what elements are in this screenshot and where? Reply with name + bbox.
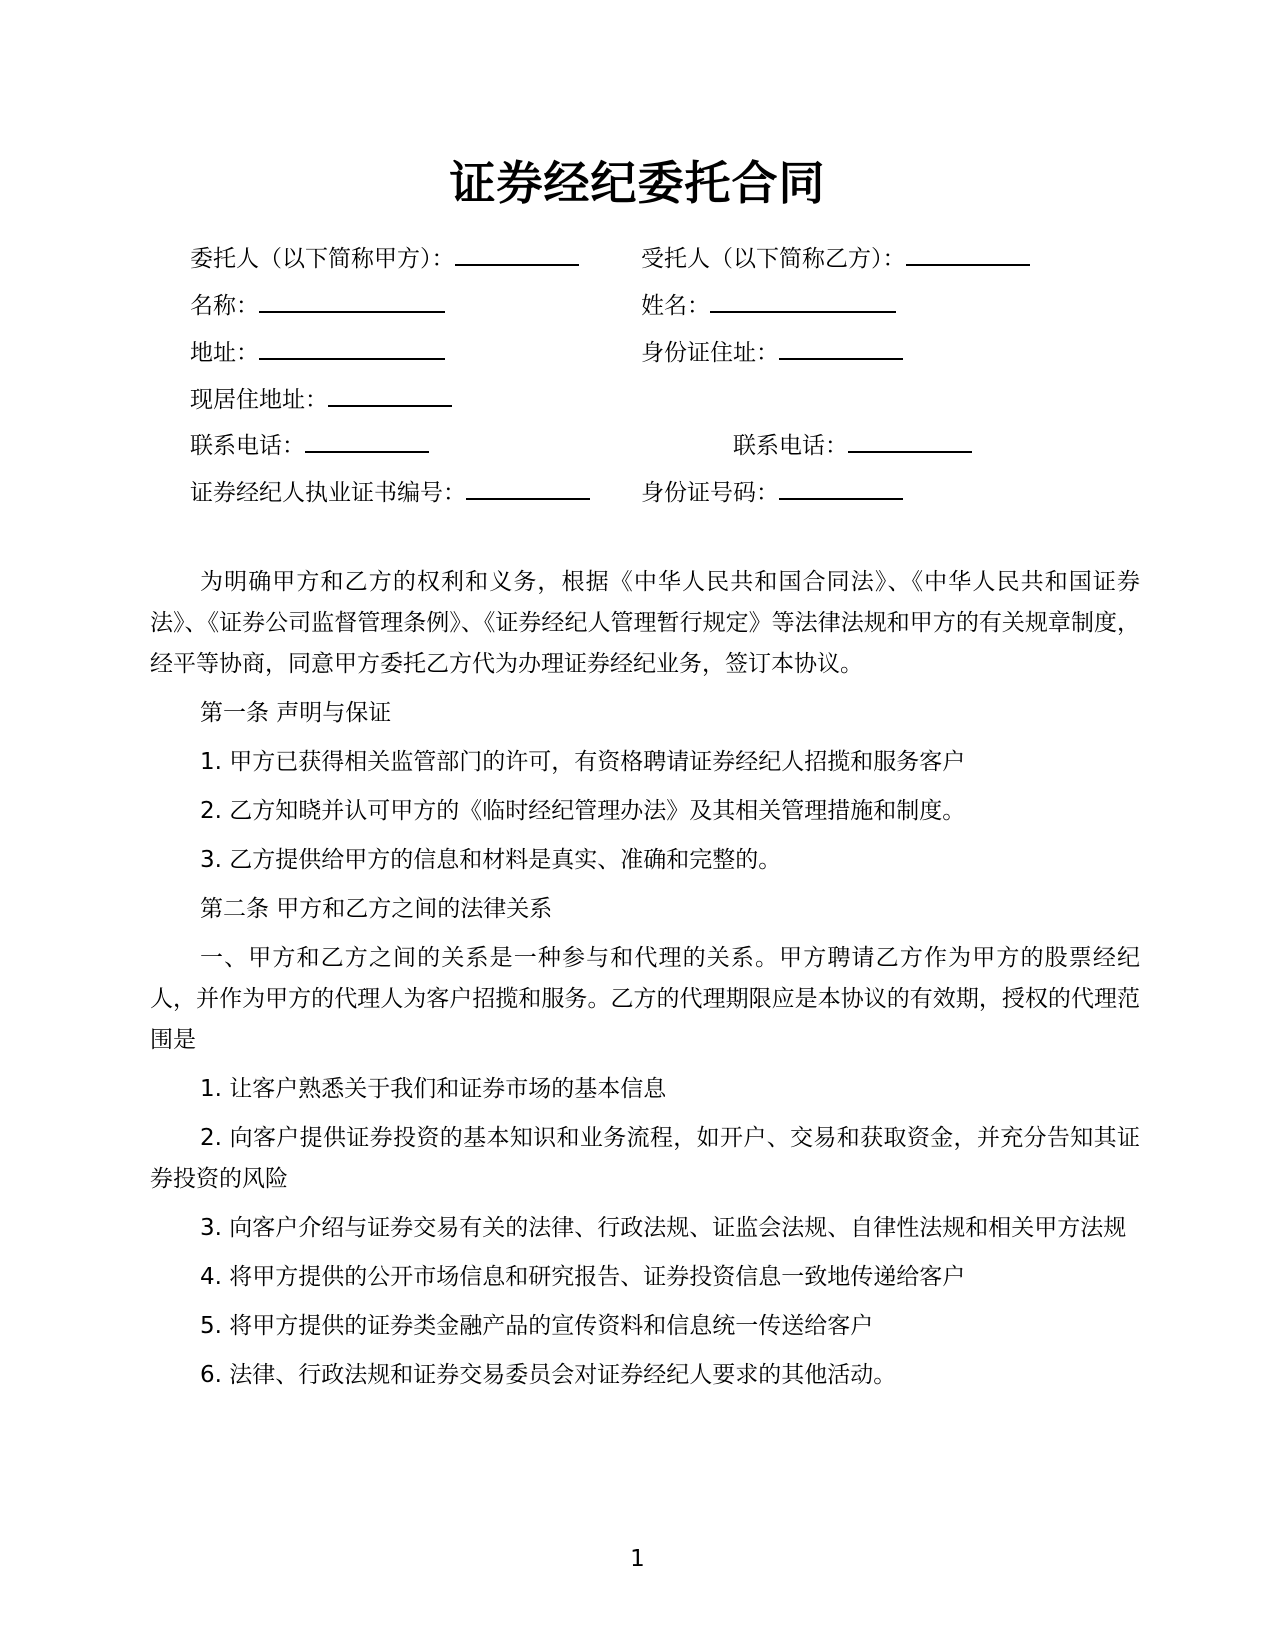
page-number: 1: [630, 1546, 645, 1572]
id-number-label: 身份证号码：: [641, 480, 779, 506]
article2-item-6: 6. 法律、行政法规和证券交易委员会对证券经纪人要求的其他活动。: [200, 1362, 897, 1388]
document-title: 证券经纪委托合同: [449, 156, 826, 210]
license-blank[interactable]: [466, 476, 590, 500]
address-field: [190, 336, 445, 369]
phone-a-blank[interactable]: [305, 429, 429, 453]
phone-a-label: 联系电话：: [190, 433, 305, 459]
current-address-label: 现居住地址：: [190, 387, 328, 413]
article2-item-2: 2. 向客户提供证券投资的基本知识和业务流程，如开户、交易和获取资金，并充分告知其证券投资的风险: [150, 1125, 1140, 1192]
party-a-field: [190, 242, 579, 275]
current-address-field: [190, 383, 452, 416]
party-a-label: 委托人（以下简称甲方）：: [190, 246, 455, 272]
phone-b-blank[interactable]: [848, 429, 972, 453]
current-address-blank[interactable]: [328, 383, 452, 407]
company-name-label: 名称：: [190, 293, 259, 319]
party-b-field: [641, 242, 1030, 275]
id-number-field: [641, 476, 903, 509]
company-name-blank[interactable]: [259, 289, 445, 313]
article2-item-1: 1. 让客户熟悉关于我们和证券市场的基本信息: [200, 1076, 667, 1102]
address-blank[interactable]: [259, 336, 445, 360]
article1-item-3: 3. 乙方提供给甲方的信息和材料是真实、准确和完整的。: [200, 847, 782, 873]
address-label: 地址：: [190, 340, 259, 366]
article2-heading: 第二条 甲方和乙方之间的法律关系: [200, 896, 553, 922]
id-address-label: 身份证住址：: [641, 340, 779, 366]
article1-item-1: 1. 甲方已获得相关监管部门的许可，有资格聘请证券经纪人招揽和服务客户: [200, 749, 966, 775]
article2-item-3: 3. 向客户介绍与证券交易有关的法律、行政法规、证监会法规、自律性法规和相关甲方法规: [200, 1215, 1127, 1241]
person-name-field: [641, 289, 896, 322]
phone-a-field: [190, 429, 429, 462]
license-field: [190, 476, 590, 509]
party-a-blank[interactable]: [455, 242, 579, 266]
intro-paragraph: 为明确甲方和乙方的权利和义务，根据《中华人民共和国合同法》、《中华人民共和国证券法》、《证券公司监督管理条例》、《证券经纪人管理暂行规定》等法律法规和甲方的有关规章制度，经平等协商，同意甲方委托乙方代为办理证券经纪业务，签订本协议。: [150, 569, 1140, 677]
phone-b-label: 联系电话：: [733, 433, 848, 459]
article1-item-2: 2. 乙方知晓并认可甲方的《临时经纪管理办法》及其相关管理措施和制度。: [200, 798, 966, 824]
company-name-field: [190, 289, 445, 322]
license-label: 证券经纪人执业证书编号：: [190, 480, 466, 506]
party-b-label: 受托人（以下简称乙方）：: [641, 246, 906, 272]
id-address-blank[interactable]: [779, 336, 903, 360]
phone-b-field: [733, 429, 972, 462]
contract-body: [150, 562, 1140, 1396]
article1-heading: 第一条 声明与保证: [200, 700, 392, 726]
party-b-blank[interactable]: [906, 242, 1030, 266]
article2-item-5: 5. 将甲方提供的证券类金融产品的宣传资料和信息统一传送给客户: [200, 1313, 874, 1339]
article2-item-4: 4. 将甲方提供的公开市场信息和研究报告、证券投资信息一致地传递给客户: [200, 1264, 966, 1290]
person-name-blank[interactable]: [710, 289, 896, 313]
id-address-field: [641, 336, 903, 369]
person-name-label: 姓名：: [641, 293, 710, 319]
article2-paragraph: 一、甲方和乙方之间的关系是一种参与和代理的关系。甲方聘请乙方作为甲方的股票经纪人，并作为甲方的代理人为客户招揽和服务。乙方的代理期限应是本协议的有效期，授权的代理范围是: [150, 945, 1140, 1053]
id-number-blank[interactable]: [779, 476, 903, 500]
